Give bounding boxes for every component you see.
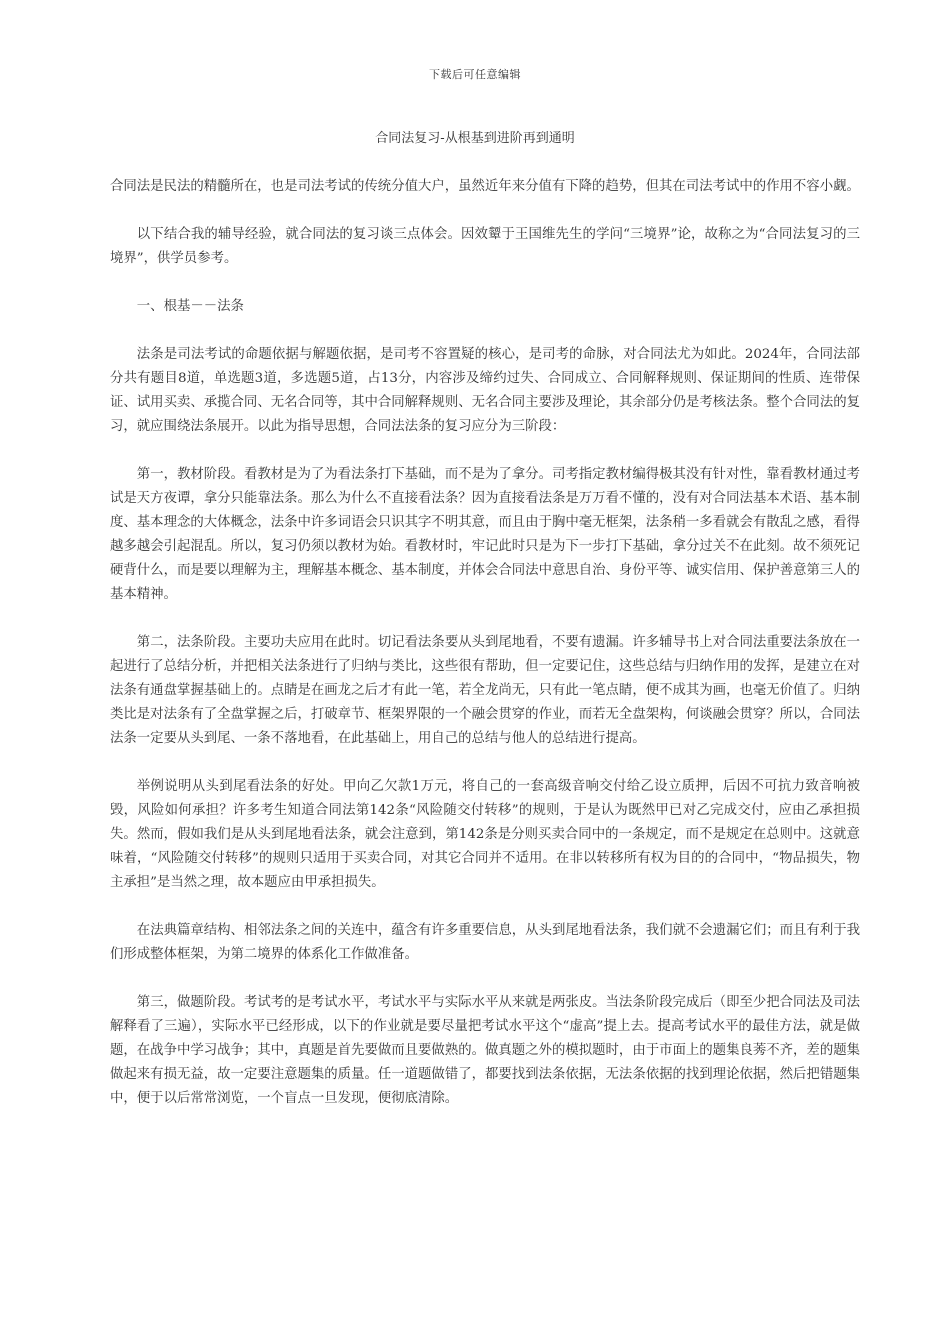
paragraph-stage-practice: 第三，做题阶段。考试考的是考试水平，考试水平与实际水平从来就是两张皮。当法条阶段完成后（即至少把合同法及司法解释看了三遍），实际水平已经形成，以下的作业就是要尽量把考试水平这个“虚高”提上去。提高考试水平的最佳方法，就是做题，在战争中学习战争；其中，真题是首先要做而且要做熟的。做真题之外的模拟题时，由于市面上的题集良莠不齐，差的题集做起来有损无益，故一定要注意题集的质量。任一道题做错了，都要找到法条依据，无法条依据的找到理论依据，然后把错题集中，便于以后常常浏览，一个盲点一旦发现，便彻底清除。 — [110, 995, 860, 1106]
document-body — [110, 175, 860, 1111]
paragraph-stage-textbook: 第一，教材阶段。看教材是为了为看法条打下基础，而不是为了拿分。司考指定教材编得极其没有针对性，靠看教材通过考试是天方夜谭，拿分只能靠法条。那么为什么不直接看法条？因为直接看法条是万万看不懂的，没有对合同法基本术语、基本制度、基本理念的大体概念，法条中许多词语会只识其字不明其意，而且由于胸中毫无框架，法条稍一多看就会有散乱之感，看得越多越会引起混乱。所以，复习仍须以教材为始。看教材时，牢记此时只是为下一步打下基础，拿分过关不在此刻。故不须死记硬背什么，而是要以理解为主，理解基本概念、基本制度，并体会合同法中意思自治、身份平等、诚实信用、保护善意第三人的基本精神。 — [110, 467, 860, 602]
paragraph-preface: 以下结合我的辅导经验，就合同法的复习谈三点体会。因效颦于王国维先生的学问“三境界”论，故称之为“合同法复习的三境界”，供学员参考。 — [110, 227, 860, 266]
paragraph-stage-statutes: 第二，法条阶段。主要功夫应用在此时。切记看法条要从头到尾地看，不要有遗漏。许多辅导书上对合同法重要法条放在一起进行了总结分析，并把相关法条进行了归纳与类比，这些很有帮助，但一定要记住，这些总结与归纳作用的发挥，是建立在对法条有通盘掌握基础上的。点睛是在画龙之后才有此一笔，若全龙尚无，只有此一笔点睛，便不成其为画，也毫无价值了。归纳类比是对法条有了全盘掌握之后，打破章节、框架界限的一个融会贯穿的作业，而若无全盘架构，何谈融会贯穿？所以，合同法法条一定要从头到尾、一条不落地看，在此基础上，用自己的总结与他人的总结进行提高。 — [110, 635, 860, 746]
paragraph-intro: 合同法是民法的精髓所在，也是司法考试的传统分值大户，虽然近年来分值有下降的趋势，但其在司法考试中的作用不容小觑。 — [110, 179, 860, 194]
paragraph-example: 举例说明从头到尾看法条的好处。甲向乙欠款1万元，将自己的一套高级音响交付给乙设立质押，后因不可抗力致音响被毁，风险如何承担？许多考生知道合同法第142条“风险随交付转移”的规则，于是认为既然甲已对乙完成交付，应由乙承担损失。然而，假如我们是从头到尾地看法条，就会注意到，第142条是分则买卖合同中的一条规定，而不是规定在总则中。这就意味着，“风险随交付转移”的规则只适用于买卖合同，对其它合同并不适用。在非以转移所有权为目的的合同中，“物品损失，物主承担”是当然之理，故本题应由甲承担损失。 — [110, 779, 860, 890]
section-heading-foundation: 一、根基－－法条 — [136, 299, 244, 314]
paragraph-structure: 在法典篇章结构、相邻法条之间的关连中，蕴含有许多重要信息，从头到尾地看法条，我们就不会遗漏它们；而且有利于我们形成整体框架，为第二境界的体系化工作做准备。 — [110, 923, 860, 962]
header-note: 下载后可任意编辑 — [429, 68, 521, 81]
document-title: 合同法复习-从根基到进阶再到通明 — [375, 131, 575, 146]
paragraph-statutes: 法条是司法考试的命题依据与解题依据，是司考不容置疑的核心，是司考的命脉，对合同法尤为如此。2024年，合同法部分共有题目8道，单选题3道，多选题5道，占13分，内容涉及缔约过失、合同成立、合同解释规则、保证期间的性质、连带保证、试用买卖、承揽合同、无名合同等，其中合同解释规则、无名合同主要涉及理论，其余部分仍是考核法条。整个合同法的复习，就应围绕法条展开。以此为指导思想，合同法法条的复习应分为三阶段： — [110, 347, 860, 434]
